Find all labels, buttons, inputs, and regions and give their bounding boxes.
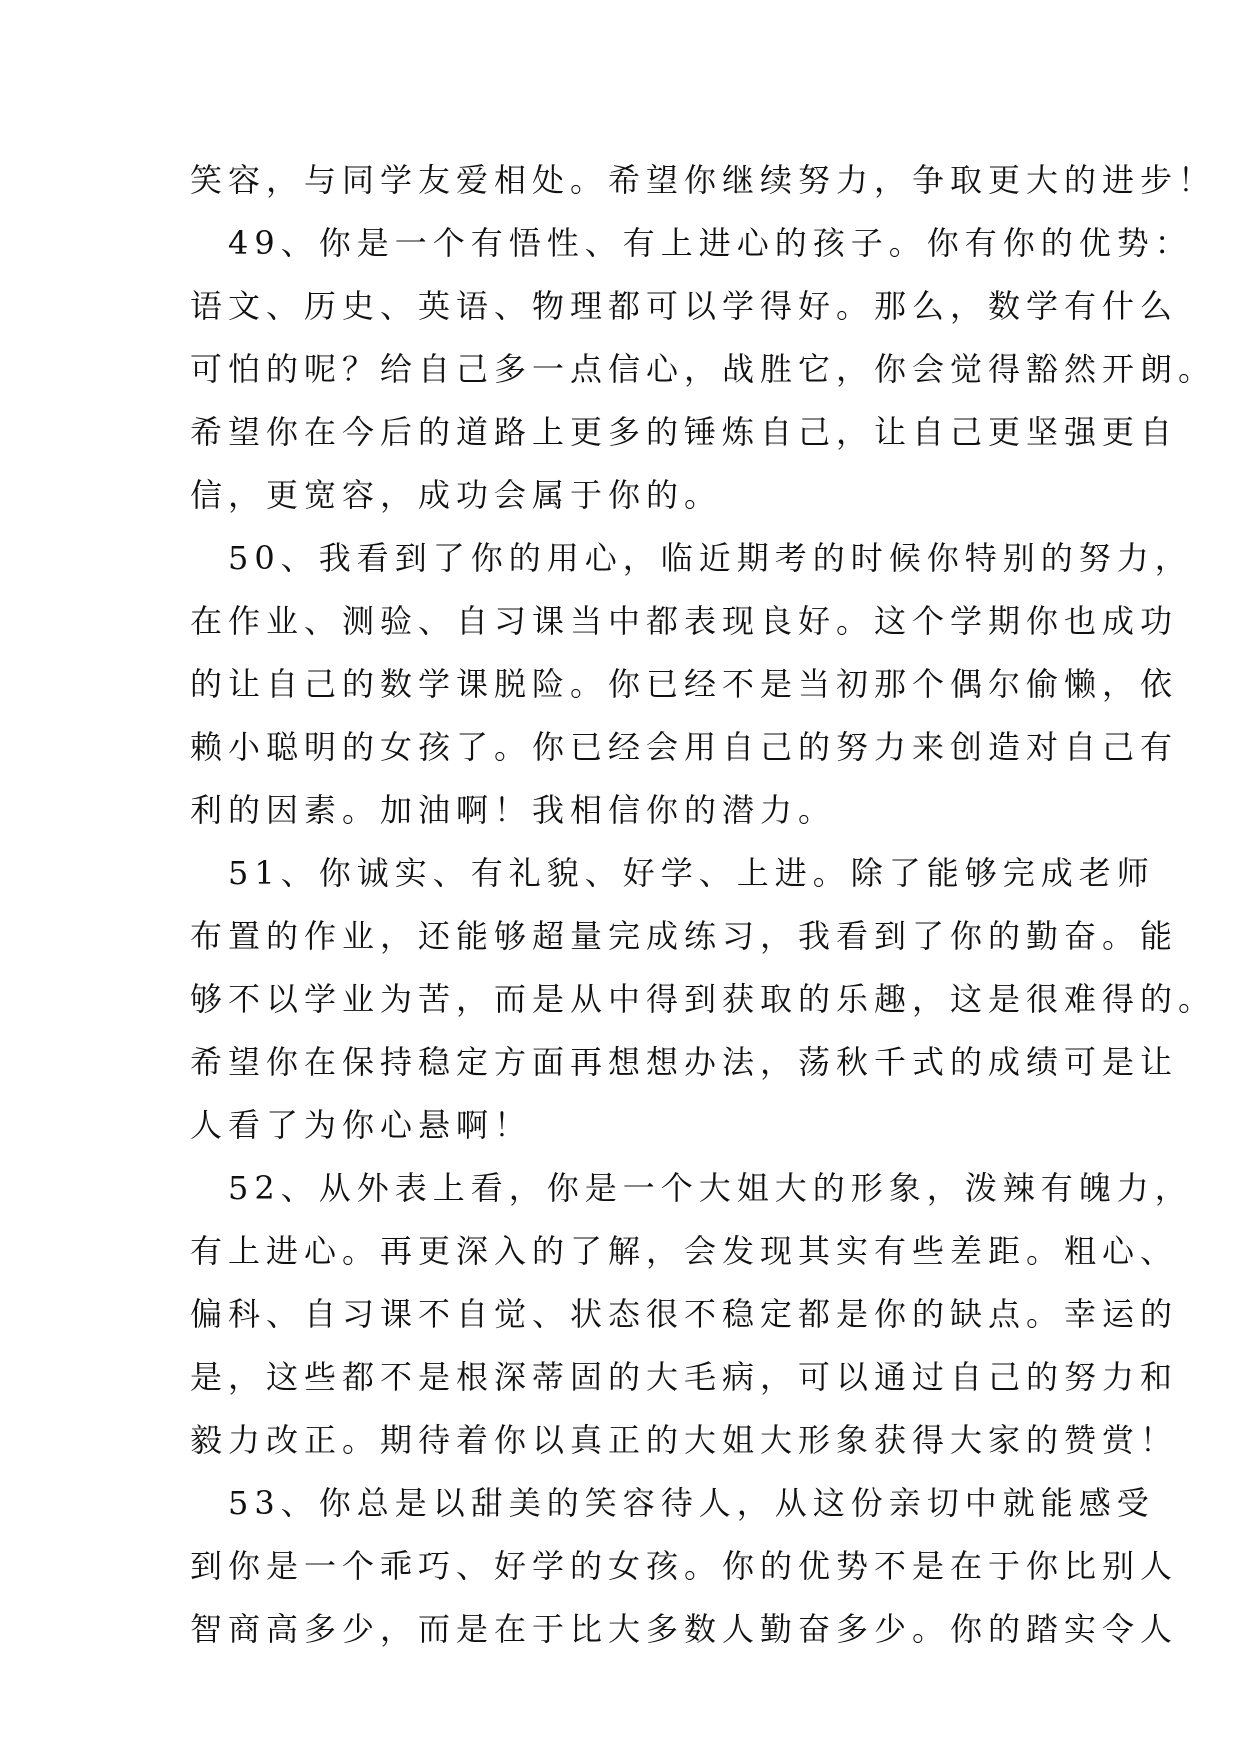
text-line: 有上进心。再更深入的了解，会发现其实有些差距。粗心、 <box>190 1232 1179 1270</box>
text-line: 布置的作业，还能够超量完成练习，我看到了你的勤奋。能 <box>190 917 1179 955</box>
text-line: 51、你诚实、有礼貌、好学、上进。除了能够完成老师 <box>190 854 1155 892</box>
text-line: 信，更宽容，成功会属于你的。 <box>190 476 723 514</box>
text-line: 智商高多少，而是在于比大多数人勤奋多少。你的踏实令人 <box>190 1610 1179 1648</box>
text-line: 利的因素。加油啊！我相信你的潜力。 <box>190 791 837 829</box>
text-line: 语文、历史、英语、物理都可以学得好。那么，数学有什么 <box>190 287 1179 325</box>
text-line: 是，这些都不是根深蒂固的大毛病，可以通过自己的努力和 <box>190 1358 1179 1396</box>
text-line: 49、你是一个有悟性、有上进心的孩子。你有你的优势： <box>190 224 1193 262</box>
text-line: 53、你总是以甜美的笑容待人，从这份亲切中就能感受 <box>190 1484 1155 1522</box>
text-line: 够不以学业为苦，而是从中得到获取的乐趣，这是很难得的。 <box>190 980 1217 1018</box>
text-line: 50、我看到了你的用心，临近期考的时候你特别的努力， <box>190 539 1193 577</box>
text-line: 可怕的呢？给自己多一点信心，战胜它，你会觉得豁然开朗。 <box>190 350 1217 388</box>
text-line: 的让自己的数学课脱险。你已经不是当初那个偶尔偷懒，依 <box>190 665 1179 703</box>
text-line: 毅力改正。期待着你以真正的大姐大形象获得大家的赞赏！ <box>190 1421 1179 1459</box>
text-line: 到你是一个乖巧、好学的女孩。你的优势不是在于你比别人 <box>190 1547 1179 1585</box>
text-line: 希望你在今后的道路上更多的锤炼自己，让自己更坚强更自 <box>190 413 1179 451</box>
text-line: 偏科、自习课不自觉、状态很不稳定都是你的缺点。幸运的 <box>190 1295 1179 1333</box>
text-line: 在作业、测验、自习课当中都表现良好。这个学期你也成功 <box>190 602 1179 640</box>
text-line: 人看了为你心悬啊！ <box>190 1106 533 1144</box>
text-line: 笑容，与同学友爱相处。希望你继续努力，争取更大的进步！ <box>190 161 1217 199</box>
text-line: 希望你在保持稳定方面再想想办法，荡秋千式的成绩可是让 <box>190 1043 1179 1081</box>
text-line: 52、从外表上看，你是一个大姐大的形象，泼辣有魄力， <box>190 1169 1193 1207</box>
text-line: 赖小聪明的女孩了。你已经会用自己的努力来创造对自己有 <box>190 728 1179 766</box>
